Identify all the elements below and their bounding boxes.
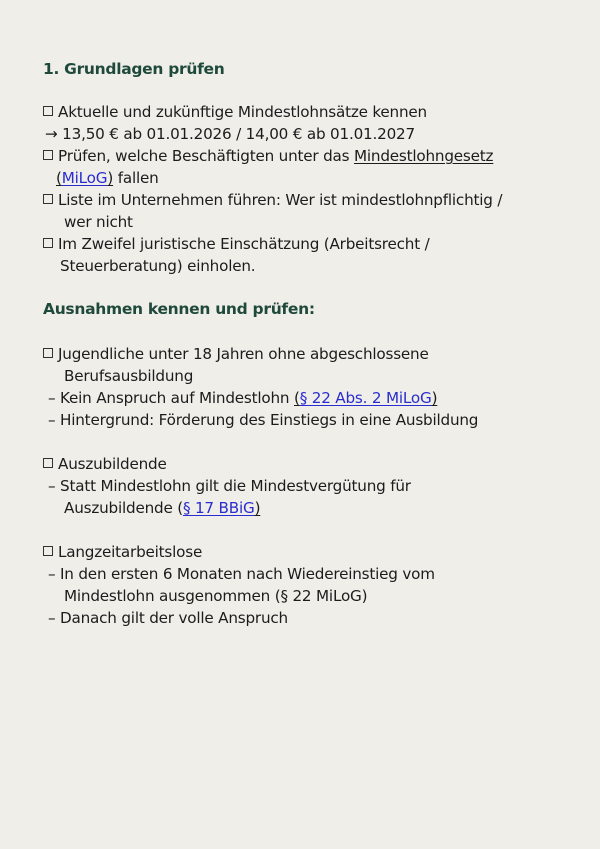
checkbox-icon[interactable]	[43, 194, 53, 204]
milog-link[interactable]: MiLoG	[61, 169, 108, 187]
paragraph-17-bbig-link[interactable]: § 17 BBiG	[182, 499, 255, 517]
section-heading-ausnahmen: Ausnahmen kennen und prüfen:	[43, 300, 315, 318]
exception-auszubildende-bullet-1: – Statt Mindestlohn gilt die Mindestvergütung für	[48, 477, 411, 495]
exception-langzeitarbeitslose-bullet-2: – Danach gilt der volle Anspruch	[48, 609, 288, 627]
exception-jugendliche-bullet-1: – Kein Anspruch auf Mindestlohn (§ 22 Abs. 2 MiLoG)	[48, 389, 438, 407]
checkbox-icon[interactable]	[43, 348, 53, 358]
checklist-item-juristisch-cont: Steuerberatung) einholen.	[60, 257, 256, 275]
exception-jugendliche: Jugendliche unter 18 Jahren ohne abgeschlossene	[43, 343, 429, 365]
checklist-item-beschaeftigte: Prüfen, welche Beschäftigten unter das Mindestlohngesetz	[43, 145, 493, 167]
exception-langzeitarbeitslose: Langzeitarbeitslose	[43, 541, 202, 563]
exception-auszubildende: Auszubildende	[43, 453, 167, 475]
section-heading-grundlagen: 1. Grundlagen prüfen	[43, 60, 225, 78]
exception-langzeitarbeitslose-bullet-1-cont: Mindestlohn ausgenommen (§ 22 MiLoG)	[64, 587, 368, 605]
checklist-item-juristisch: Im Zweifel juristische Einschätzung (Arbeitsrecht /	[43, 233, 430, 255]
exception-jugendliche-cont: Berufsausbildung	[64, 367, 194, 385]
checklist-item-mindestlohnsaetze: Aktuelle und zukünftige Mindestlohnsätze kennen	[43, 101, 427, 123]
checklist-item-beschaeftigte-cont: (MiLoG) fallen	[56, 169, 159, 187]
checklist-item-liste-cont: wer nicht	[64, 213, 133, 231]
checkbox-icon[interactable]	[43, 106, 53, 116]
exception-langzeitarbeitslose-bullet-1: – In den ersten 6 Monaten nach Wiedereinstieg vom	[48, 565, 435, 583]
exception-jugendliche-bullet-2: – Hintergrund: Förderung des Einstiegs in eine Ausbildung	[48, 411, 479, 429]
checkbox-icon[interactable]	[43, 150, 53, 160]
checkbox-icon[interactable]	[43, 458, 53, 468]
paragraph-22-milog-link[interactable]: § 22 Abs. 2 MiLoG	[299, 389, 432, 407]
rates-line: → 13,50 € ab 01.01.2026 / 14,00 € ab 01.01.2027	[45, 125, 415, 143]
checklist-item-liste: Liste im Unternehmen führen: Wer ist mindestlohnpflichtig /	[43, 189, 502, 211]
checkbox-icon[interactable]	[43, 238, 53, 248]
milog-underlined-text: Mindestlohngesetz	[353, 147, 494, 165]
exception-auszubildende-bullet-1-cont: Auszubildende (§ 17 BBiG)	[64, 499, 261, 517]
checkbox-icon[interactable]	[43, 546, 53, 556]
